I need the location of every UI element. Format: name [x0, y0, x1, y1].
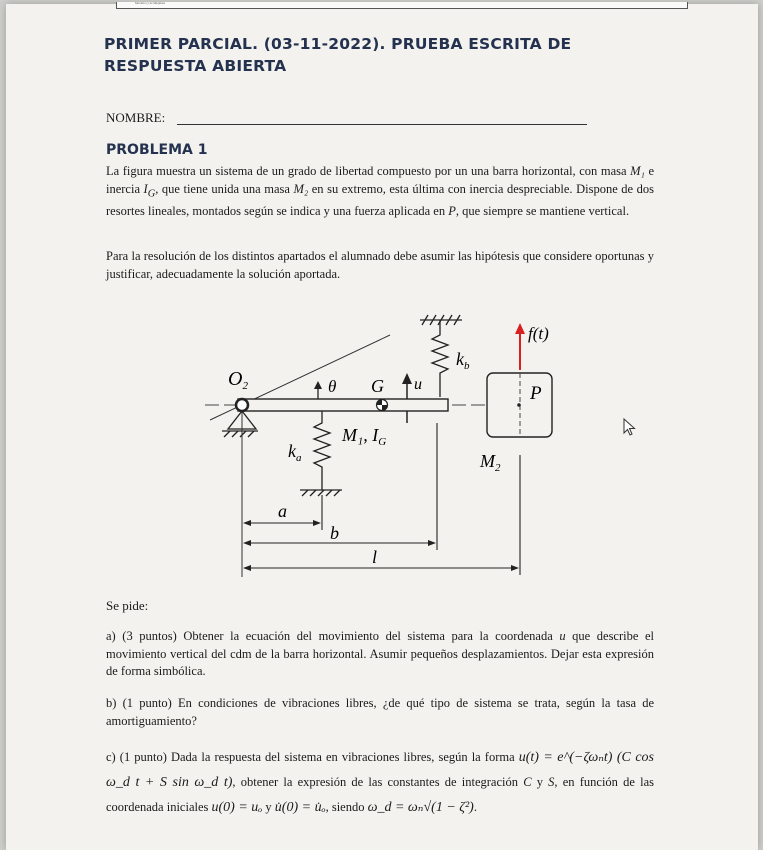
- spring-ka: [314, 411, 330, 490]
- force-label: f(t): [528, 324, 549, 343]
- desc-m2: M₂: [293, 181, 309, 196]
- dimension-b-label: b: [330, 523, 339, 543]
- response-formula: u(t) = e^(−ζωₙt) (C cos ω_d t + S sin ω_d t): [106, 750, 654, 790]
- problem-heading: PROBLEMA 1: [106, 142, 208, 158]
- desc-p: P: [448, 203, 456, 218]
- horizontal-bar: [238, 399, 448, 411]
- spring-kb: [432, 320, 448, 397]
- initial-displacement: u(0) = uₒ: [211, 800, 263, 815]
- cdm-label: G: [371, 376, 384, 396]
- m1-ig-label: M₁, $I_G$: [342, 425, 387, 448]
- theta-arrowhead: [314, 381, 322, 389]
- question-a-text-2: que describe el movimiento vertical del cdm de la barra horizontal. Asumir pequeños desplazamientos. Dejar esta expresión de forma simbólica.: [106, 629, 655, 678]
- name-field-line[interactable]: [177, 124, 587, 125]
- theta-label: θ: [328, 377, 337, 396]
- mechanism-figure: [200, 305, 560, 585]
- force-arrowhead: [515, 323, 525, 334]
- question-c-text-3: , en función de las coordenada iniciales: [106, 775, 654, 814]
- se-pide-heading: Se pide:: [106, 598, 149, 613]
- hypothesis-note: Para la resolución de los distintos apartados el alumnado debe asumir las hipótesis que considere oportunas y justificar, adecuadamente la solución aportada.: [106, 249, 654, 281]
- question-c-and-2: y: [262, 800, 275, 814]
- question-c-end: .: [473, 800, 477, 814]
- question-c: [106, 745, 654, 820]
- question-a: [106, 628, 654, 681]
- question-a-u: u: [559, 629, 566, 643]
- question-c-and: y: [531, 775, 549, 789]
- u-label: u: [414, 376, 422, 393]
- point-p-label: P: [530, 383, 542, 404]
- constant-s: S: [548, 775, 555, 789]
- desc-ig: I: [143, 181, 148, 196]
- dimension-arrowheads: [243, 520, 519, 571]
- dimension-a-label: a: [278, 501, 287, 521]
- question-b: b) (1 punto) En condiciones de vibraciones libres, ¿de qué tipo de sistema se trata, según la tasa de amortiguamiento?: [106, 696, 654, 728]
- header-strip-text: Mecánica y de Máquinas: [135, 1, 166, 5]
- header-strip: [116, 2, 688, 9]
- pivot-support: [222, 411, 258, 437]
- question-a-text-1: a) (3 puntos) Obtener la ecuación del movimiento del sistema para la coordenada: [106, 629, 560, 643]
- bottom-ground-hatch: [300, 490, 342, 496]
- exam-title: PRIMER PARCIAL. (03-11-2022). PRUEBA ESCRITA DE RESPUESTA ABIERTA: [104, 35, 572, 75]
- question-c-text-1: c) (1 punto) Dada la respuesta del sistema en vibraciones libres, según la forma: [106, 750, 519, 764]
- desc-text-4: en su extremo, esta última con inercia despreciable. Dispone de dos resortes lineales, montados según se indica y una fuerza aplicada en: [106, 181, 654, 218]
- desc-m1: M₁: [630, 164, 645, 178]
- desc-text-1: La figura muestra un sistema de un grado de libertad compuesto por un una barra horizontal, con masa: [106, 164, 631, 178]
- question-c-text-4: , siendo: [325, 800, 368, 814]
- problem-description: [106, 163, 654, 220]
- ka-label: $k_a$: [288, 441, 302, 464]
- constant-c: C: [523, 775, 532, 789]
- initial-velocity: u̇(0) = u̇ₒ: [274, 800, 326, 815]
- pivot-label: $O_2$: [228, 368, 248, 392]
- desc-text-5: , que siempre se mantiene vertical.: [455, 203, 630, 218]
- desc-ig-sub: G: [147, 188, 156, 199]
- desc-text-3: , que tiene unida una masa: [155, 181, 294, 196]
- name-label: NOMBRE:: [106, 110, 166, 125]
- damped-frequency: ω_d = ωₙ√(1 − ζ²): [367, 800, 474, 815]
- m2-label: $M_2$: [480, 451, 501, 474]
- point-p: [517, 403, 521, 407]
- top-ground-hatch: [420, 315, 462, 325]
- pivot-joint: [236, 399, 248, 411]
- kb-label: $k_b$: [456, 349, 470, 372]
- u-arrowhead: [402, 373, 412, 384]
- dimension-l-label: l: [372, 547, 378, 567]
- mouse-pointer-icon: [623, 418, 637, 436]
- question-c-text-2: , obtener la expresión de las constantes de integración: [232, 775, 524, 789]
- desc-text-2: e inercia: [106, 164, 654, 196]
